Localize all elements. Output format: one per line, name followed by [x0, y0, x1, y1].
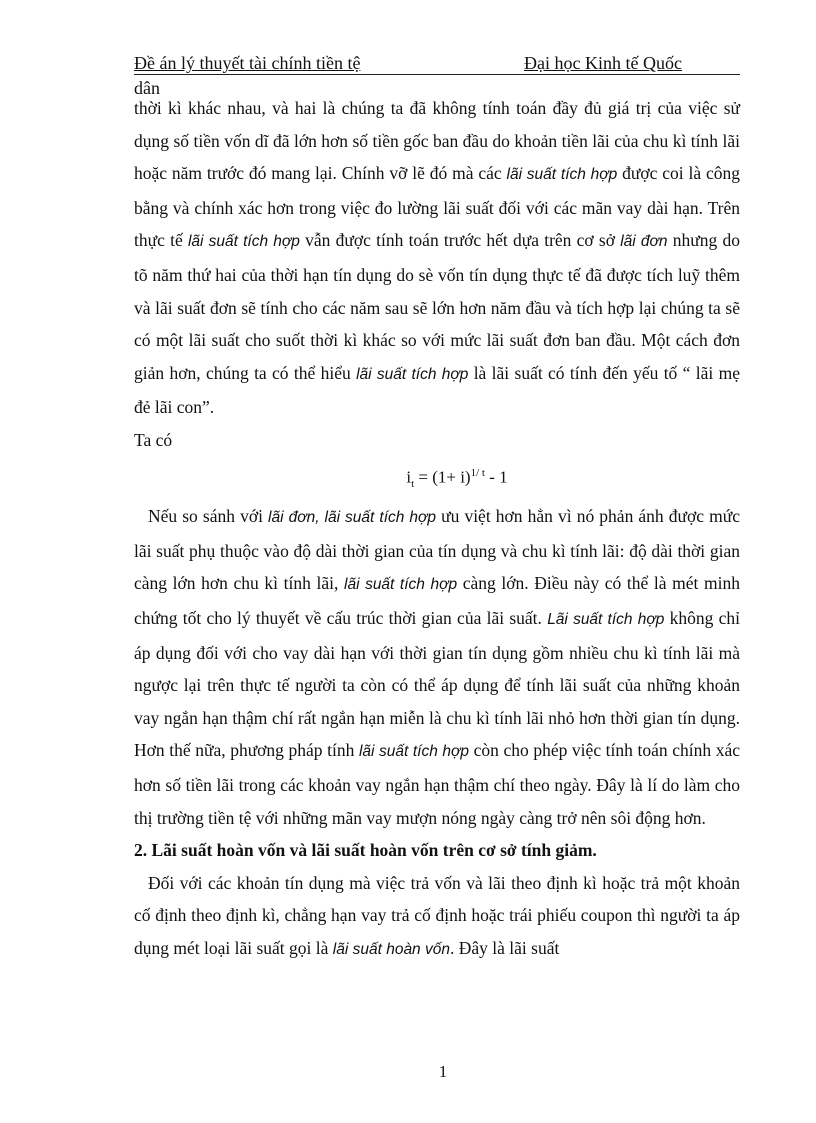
paragraph-1 [134, 92, 740, 424]
italic-term: lãi suất tích hợp [187, 233, 300, 251]
formula-rhs: - 1 [484, 467, 508, 487]
header-right-continuation: dân [134, 78, 160, 98]
italic-term: lãi đơn, lãi suất tích hợp [268, 509, 437, 527]
document-body [134, 92, 740, 966]
page-number: 1 [438, 1062, 448, 1081]
text-run: không chỉ áp dụng đối với cho vay dài hạn với thời gian tín dụng gồm nhiều chu kì tính lãi mà ngược lại trên thực tế người ta còn có thể áp dụng để tính lãi suất của những khoản vay ngắn hạn thậm chí rất ngắn hạn miễn là chu kì tính lãi nhỏ hơn thời gian tín dụng. Hơn thế nữa, phương pháp tính [134, 607, 740, 761]
text-run: . Đây là lãi suất [449, 937, 560, 958]
text-run: vẫn được tính toán trước hết dựa trên cơ sở [299, 230, 621, 251]
text-run: được coi là công bằng và chính xác hơn trong việc đo lường lãi suất đối với các mãn vay dài hạn. Trên thực tế [134, 163, 740, 251]
italic-term: Lãi suất tích hợp [547, 610, 665, 628]
italic-term: lãi suất tích hợp [356, 365, 469, 383]
italic-term: lãi suất tích hợp [344, 576, 458, 594]
text-run: còn cho phép việc tính toán chính xác hơn số tiền lãi trong các khoản vay ngắn hạn thậm chí theo ngày. Đây là lí do làm cho thị trường tiền tệ với những mãn vay mượn nóng ngày càng trở nên sôi động hơn. [134, 740, 740, 828]
formula-exponent: 1/ t [470, 466, 485, 479]
section-heading: 2. Lãi suất hoàn vốn và lãi suất hoàn vốn trên cơ sở tính giảm. [134, 840, 597, 861]
text-run: Đối với các khoản tín dụng mà việc trả vốn và lãi theo định kì hoặc trả một khoản cố định theo định kì, chẳng hạn vay trả cố định hoặc trái phiếu coupon thì người ta áp dụng mét loại lãi suất gọi là [134, 872, 740, 958]
text-run: Nếu so sánh với [148, 506, 269, 527]
formula-subscript: t [411, 477, 415, 490]
ta-co-label: Ta có [134, 429, 173, 450]
paragraph-3 [134, 867, 740, 967]
paragraph-2 [134, 500, 740, 834]
text-run: ưu việt hơn hẳn vì nó phản ánh được mức lãi suất phụ thuộc vào độ dài thời gian của tín dụng và chu kì tính lãi: độ dài thời gian càng lớn hơn chu kì tính lãi, [134, 506, 740, 594]
formula-mid: = (1+ i) [414, 467, 471, 487]
text-run: nhưng do tõ năm thứ hai của thời hạn tín dụng do sè vốn tín dụng thực tế đã được tích luỹ thêm và lãi suất đơn sẽ tính cho các năm sau sẽ lớn hơn năm đầu và tích hợp lại chúng ta sẽ có một lãi suất cho suốt thời kì khác so với mức lãi suất đơn ban đầu. Một cách đơn giản hơn, chúng ta có thể hiểu [134, 230, 740, 383]
italic-term: lãi suất hoàn vốn [332, 940, 450, 958]
italic-term: lãi đơn [620, 233, 668, 251]
header-right-title: Đại học Kinh tế Quốc [524, 53, 682, 73]
text-run: là lãi suất có tính đến yếu tố “ lãi mẹ đẻ lãi con”. [134, 362, 740, 418]
text-run: càng lớn. Điều này có thể là mét minh chứng tốt cho lý thuyết về cấu trúc thời gian của lãi suất. [134, 573, 740, 628]
formula-lhs: i [406, 467, 412, 487]
header-left-title: Đề án lý thuyết tài chính tiền tệ [134, 53, 361, 73]
formula [134, 457, 740, 501]
header-rule [134, 52, 740, 75]
italic-term: lãi suất tích hợp [358, 743, 469, 761]
text-run: thời kì khác nhau, và hai là chúng ta đã không tính toán đầy đủ giá trị của việc sử dụng số tiền vốn dĩ đã lớn hơn số tiền gốc ban đầu do khoản tiền lãi của chu kì tính lãi hoặc năm trước đó mang lại. Chính vỡ lẽ đó mà các [134, 98, 740, 184]
italic-term: lãi suất tích hợp [506, 166, 618, 184]
